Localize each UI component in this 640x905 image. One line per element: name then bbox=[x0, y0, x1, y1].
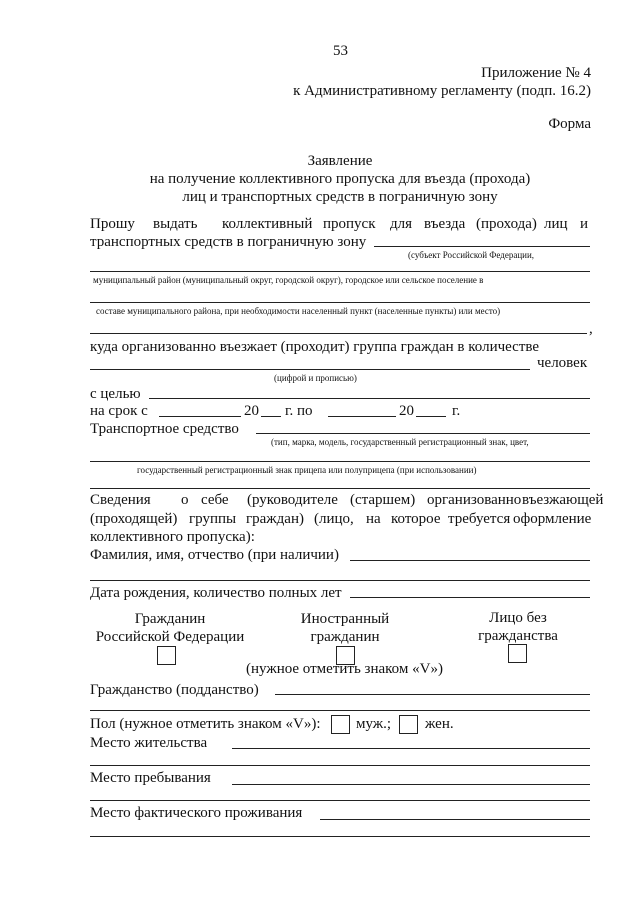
rf-citizen-label-1: Гражданин bbox=[134, 611, 206, 627]
end-year-field-line[interactable] bbox=[416, 416, 446, 417]
residence-field-line[interactable] bbox=[232, 748, 590, 749]
birth-field-line[interactable] bbox=[350, 597, 590, 598]
settlement-hint: составе муниципального района, при необходимости населенный пункт (населенные пункты) или место) bbox=[96, 306, 501, 316]
request-word: выдать bbox=[153, 216, 198, 232]
actual-residence-label: Место фактического проживания bbox=[90, 805, 303, 821]
male-label: муж.; bbox=[356, 716, 392, 732]
count-hint: (цифрой и прописью) bbox=[274, 373, 357, 383]
self-info-word: группы bbox=[189, 511, 237, 527]
end-year-prefix: 20 bbox=[399, 403, 414, 419]
subject-hint: (субъект Российской Федерации, bbox=[408, 250, 535, 260]
purpose-field-line[interactable] bbox=[149, 398, 590, 399]
title-line-2: на получение коллективного пропуска для въезда (прохода) bbox=[149, 171, 531, 187]
self-info-word: которое bbox=[391, 511, 441, 527]
persons-label: человек bbox=[537, 355, 588, 371]
residence-label: Место жительства bbox=[90, 735, 208, 751]
citizenship-field-line[interactable] bbox=[275, 694, 590, 695]
sex-label: Пол (нужное отметить знаком «V»): bbox=[90, 716, 321, 732]
self-info-word: (лицо, bbox=[314, 511, 354, 527]
birth-label: Дата рождения, количество полных лет bbox=[90, 585, 342, 601]
subject-field-line[interactable] bbox=[374, 246, 590, 247]
request-word: лиц bbox=[544, 216, 568, 232]
full-name-label: Фамилия, имя, отчество (при наличии) bbox=[90, 547, 339, 563]
start-year-field-line[interactable] bbox=[261, 416, 281, 417]
stay-label: Место пребывания bbox=[90, 770, 211, 786]
female-label: жен. bbox=[425, 716, 454, 732]
start-year-prefix: 20 bbox=[244, 403, 259, 419]
citizenship-label: Гражданство (подданство) bbox=[90, 682, 259, 698]
end-date-field-line[interactable] bbox=[328, 416, 396, 417]
full-name-field-line-2[interactable] bbox=[90, 580, 590, 581]
residence-field-line-2[interactable] bbox=[90, 765, 590, 766]
municipality-field-line[interactable] bbox=[90, 271, 590, 272]
self-info-word: организованно bbox=[427, 492, 522, 508]
request-line-2: транспортных средств в пограничную зону bbox=[90, 234, 367, 250]
form-label: Форма bbox=[548, 116, 591, 132]
stay-field-line[interactable] bbox=[232, 784, 590, 785]
comma-mark: , bbox=[589, 321, 593, 337]
rf-citizen-label-2: Российской Федерации bbox=[95, 629, 245, 645]
vehicle-label: Транспортное средство bbox=[90, 421, 239, 437]
self-info-word: (проходящей) bbox=[90, 511, 178, 527]
request-word: (прохода) bbox=[476, 216, 537, 232]
trailer-field-line-2[interactable] bbox=[90, 488, 590, 489]
request-word: въезда bbox=[424, 216, 466, 232]
self-info-word: Сведения bbox=[90, 492, 151, 508]
actual-residence-field-line-2[interactable] bbox=[90, 836, 590, 837]
group-line-1: куда организованно въезжает (проходит) группа граждан в количестве bbox=[90, 339, 540, 355]
stateless-checkbox[interactable] bbox=[508, 644, 527, 663]
foreign-citizen-label-2: гражданин bbox=[310, 629, 380, 645]
title-line-3: лиц и транспортных средств в пограничную зону bbox=[182, 189, 498, 205]
self-info-word: оформление bbox=[513, 511, 592, 527]
purpose-label: с целью bbox=[90, 386, 141, 402]
request-word: пропуск bbox=[323, 216, 376, 232]
self-info-line-3: коллективного пропуска): bbox=[90, 529, 255, 545]
self-info-word: въезжающей bbox=[522, 492, 604, 508]
regulation-label: к Административному регламенту (подп. 16.2) bbox=[293, 83, 591, 99]
self-info-word: себе bbox=[201, 492, 229, 508]
self-info-word: на bbox=[366, 511, 381, 527]
appendix-label: Приложение № 4 bbox=[481, 65, 591, 81]
foreign-citizen-label-1: Иностранный bbox=[300, 611, 390, 627]
request-word: для bbox=[390, 216, 413, 232]
term-prefix: на срок с bbox=[90, 403, 148, 419]
self-info-word: граждан) bbox=[246, 511, 304, 527]
actual-residence-field-line[interactable] bbox=[320, 819, 590, 820]
stateless-label-1: Лицо без bbox=[489, 610, 547, 626]
request-word: и bbox=[580, 216, 589, 232]
page-number: 53 bbox=[333, 43, 348, 59]
trailer-field-line[interactable] bbox=[90, 461, 590, 462]
self-info-word: (старшем) bbox=[350, 492, 416, 508]
request-word: коллективный bbox=[222, 216, 313, 232]
self-info-word: (руководителе bbox=[247, 492, 338, 508]
end-year-suffix: г. bbox=[452, 403, 461, 419]
group-count-field-line[interactable] bbox=[90, 369, 530, 370]
self-info-word: требуется bbox=[448, 511, 511, 527]
municipality-hint: муниципальный район (муниципальный округ, городской округ), городское или сельское поселение в bbox=[93, 275, 484, 285]
mark-hint: (нужное отметить знаком «V») bbox=[246, 661, 443, 677]
citizenship-field-line-2[interactable] bbox=[90, 710, 590, 711]
title-line-1: Заявление bbox=[307, 153, 373, 169]
stay-field-line-2[interactable] bbox=[90, 800, 590, 801]
male-checkbox[interactable] bbox=[331, 715, 350, 734]
self-info-word: о bbox=[181, 492, 189, 508]
request-word: Прошу bbox=[90, 216, 135, 232]
place-field-line[interactable] bbox=[90, 333, 587, 334]
vehicle-hint-2: государственный регистрационный знак прицепа или полуприцепа (при использовании) bbox=[137, 465, 477, 475]
vehicle-hint-1: (тип, марка, модель, государственный регистрационный знак, цвет, bbox=[271, 437, 529, 447]
start-date-field-line[interactable] bbox=[159, 416, 241, 417]
start-year-suffix: г. по bbox=[285, 403, 313, 419]
rf-citizen-checkbox[interactable] bbox=[157, 646, 176, 665]
stateless-label-2: гражданства bbox=[478, 628, 558, 644]
female-checkbox[interactable] bbox=[399, 715, 418, 734]
full-name-field-line[interactable] bbox=[350, 560, 590, 561]
vehicle-field-line[interactable] bbox=[256, 433, 590, 434]
settlement-field-line[interactable] bbox=[90, 302, 590, 303]
